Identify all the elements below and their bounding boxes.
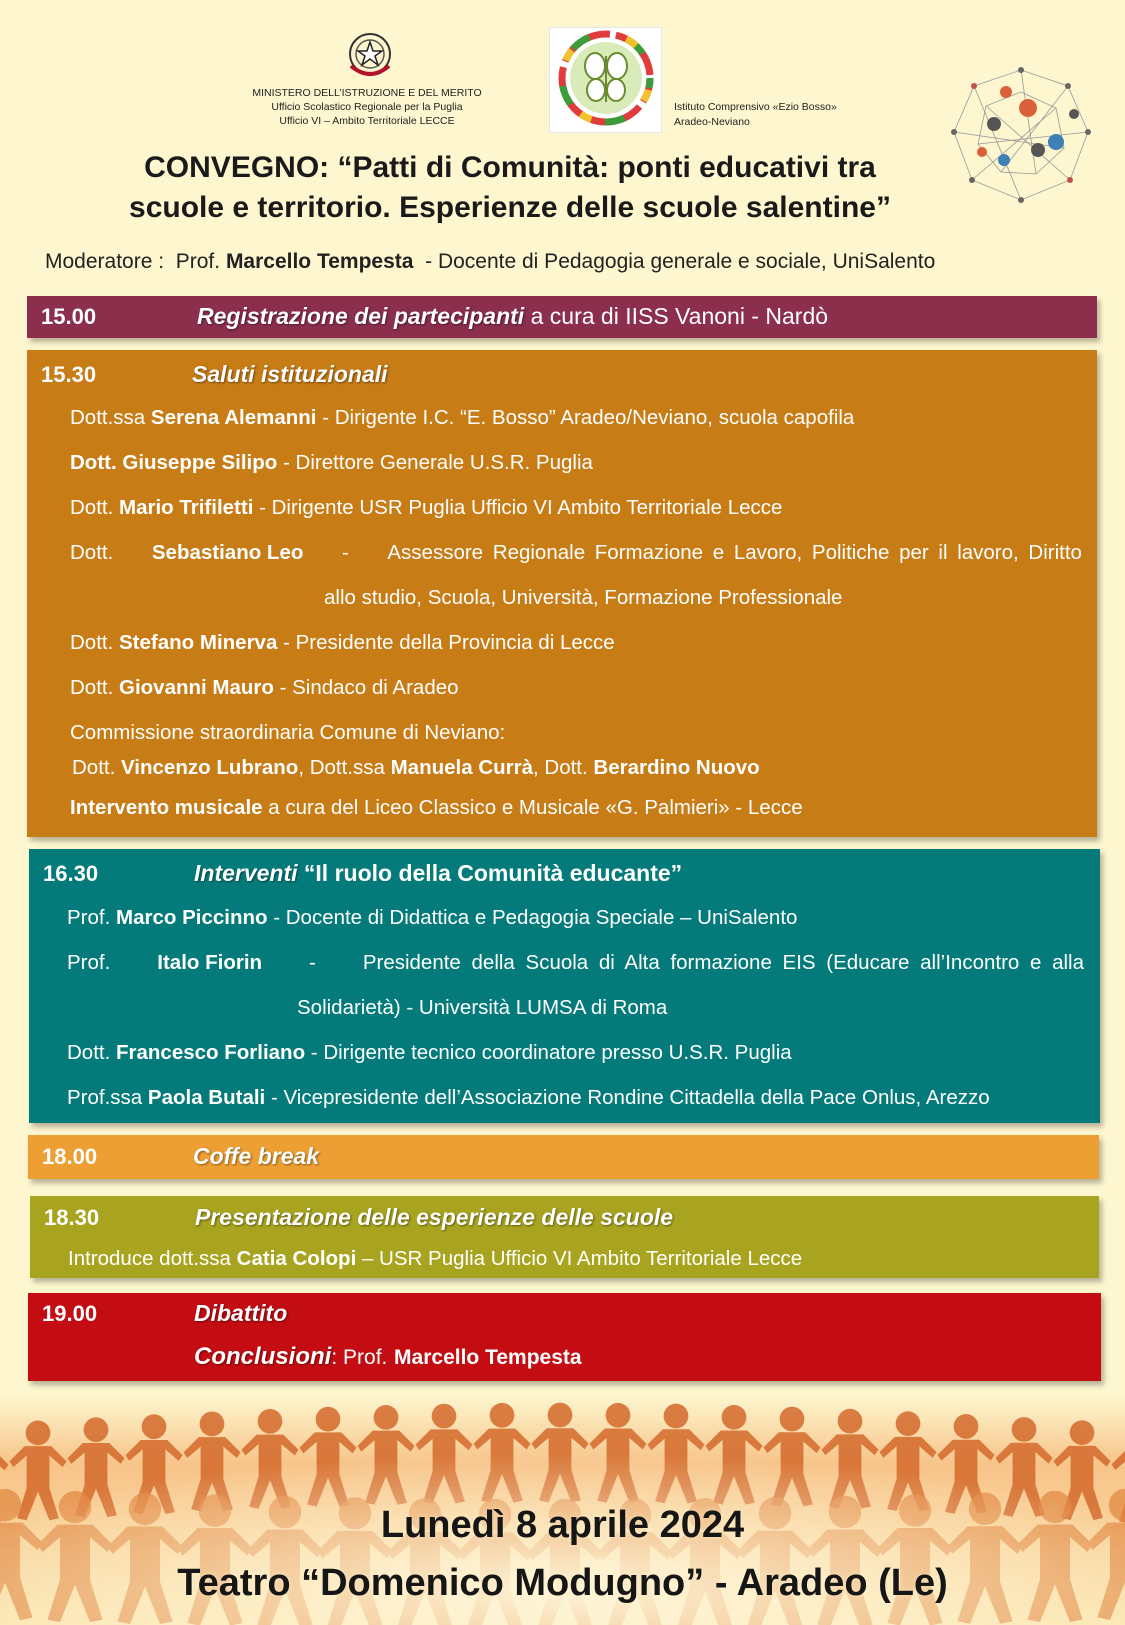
speaker-name: Italo Fiorin <box>157 951 263 974</box>
speaker-name: Vincenzo Lubrano <box>121 756 299 779</box>
speaker-line <box>70 631 615 655</box>
event-venue: Teatro “Domenico Modugno” - Aradeo (Le) <box>177 1562 948 1604</box>
ministry-line: Ufficio Scolastico Regionale per la Puglia <box>271 101 463 113</box>
school-line: Istituto Comprensivo «Ezio Bosso» <box>674 101 837 113</box>
session-heading <box>193 1143 319 1170</box>
speaker-role: - Docente di Didattica e Pedagogia Speciale – UniSalento <box>267 906 798 929</box>
session-title: Coffe break <box>193 1143 320 1169</box>
speaker-title: Prof. <box>67 906 111 929</box>
session-time: 18.00 <box>42 1144 98 1169</box>
session-heading <box>195 1204 673 1231</box>
session-debate <box>28 1293 1101 1381</box>
dash: - <box>309 951 316 974</box>
speaker-line <box>70 676 459 700</box>
speaker-name: Francesco Forliano <box>116 1041 306 1064</box>
title-line: scuole e territorio. Esperienze delle scuole salentine” <box>129 191 891 224</box>
speaker-title: Introduce dott.ssa <box>68 1247 231 1270</box>
speaker-line <box>70 451 593 475</box>
speaker-role: – USR Puglia Ufficio VI Ambito Territoriale Lecce <box>356 1247 803 1270</box>
speaker-line <box>72 756 760 780</box>
italian-republic-emblem-icon <box>343 28 397 82</box>
speaker-line <box>67 1086 990 1110</box>
speaker-role: - Dirigente USR Puglia Ufficio VI Ambito Territoriale Lecce <box>253 496 783 519</box>
speaker-title: , Dott. <box>533 756 588 779</box>
moderator-label: Moderatore : <box>45 250 165 273</box>
conclusions-line <box>194 1343 582 1371</box>
session-title: Registrazione dei partecipanti <box>197 303 525 329</box>
speaker-role: Assessore Regionale Formazione e Lavoro, Politiche per il lavoro, Diritto <box>387 541 1082 564</box>
speaker-role-continued: Solidarietà) - Università LUMSA di Roma <box>297 996 668 1019</box>
speaker-name: Stefano Minerva <box>119 631 278 654</box>
speaker-name: Manuela Currà <box>390 756 534 779</box>
speaker-name: Sebastiano Leo <box>151 541 304 564</box>
speaker-name: Berardino Nuovo <box>593 756 760 779</box>
session-heading <box>192 361 388 388</box>
music-title: Intervento musicale <box>70 796 263 819</box>
conclusions-title: : Prof. <box>331 1346 388 1369</box>
speaker-line <box>68 1247 802 1271</box>
session-talks <box>29 849 1100 1123</box>
speaker-title: Dott. <box>70 676 114 699</box>
session-heading <box>194 860 682 887</box>
speaker-name: Giovanni Mauro <box>119 676 274 699</box>
conclusions-label: Conclusioni <box>194 1343 332 1370</box>
speaker-title: Prof. <box>67 951 111 974</box>
speaker-line <box>67 906 797 930</box>
session-title: Presentazione delle esperienze delle scuole <box>195 1204 674 1230</box>
moderator-name: Marcello Tempesta <box>225 250 414 273</box>
moderator-title: Prof. <box>175 250 221 273</box>
speaker-title: Dott.ssa <box>70 406 146 429</box>
speaker-role: - Vicepresidente dell’Associazione Rondine Cittadella della Pace Onlus, Arezzo <box>265 1086 990 1109</box>
moderator-line <box>45 250 935 274</box>
session-time: 15.30 <box>41 362 97 387</box>
speaker-role: - Presidente della Provincia di Lecce <box>277 631 615 654</box>
speaker-line <box>70 406 854 430</box>
speaker-role: - Direttore Generale U.S.R. Puglia <box>277 451 593 474</box>
speaker-role: Presidente della Scuola di Alta formazione EIS (Educare all’Incontro e alla <box>362 951 1084 974</box>
session-title: Saluti istituzionali <box>192 361 388 387</box>
speaker-line <box>70 541 1082 565</box>
speaker-line <box>67 1041 792 1065</box>
session-heading <box>197 303 828 330</box>
session-time: 19.00 <box>42 1301 98 1326</box>
music-note: a cura del Liceo Classico e Musicale «G. Palmieri» - Lecce <box>262 796 803 819</box>
commission-label: Commissione straordinaria Comune di Neviano: <box>70 721 506 744</box>
session-time: 18.30 <box>44 1205 100 1230</box>
speaker-name: Paola Butali <box>147 1086 266 1109</box>
dash: - <box>341 541 349 564</box>
speaker-line <box>70 496 782 520</box>
session-subtitle: “Il ruolo della Comunità educante” <box>303 860 683 886</box>
speaker-role: - Sindaco di Aradeo <box>273 676 459 699</box>
moderator-role: - Docente di Pedagogia generale e sociale, UniSalento <box>425 250 936 273</box>
speaker-title: Dott. <box>70 496 114 519</box>
speaker-name: Catia Colopi <box>236 1247 357 1270</box>
session-title: Dibattito <box>194 1300 288 1326</box>
ministry-line: Ufficio VI – Ambito Territoriale LECCE <box>279 115 455 127</box>
session-coffee-break <box>28 1135 1099 1179</box>
session-time: 15.00 <box>41 304 97 329</box>
speaker-title: , Dott.ssa <box>298 756 385 779</box>
speaker-role: - Dirigente tecnico coordinatore presso U.S.R. Puglia <box>305 1041 792 1064</box>
session-heading <box>194 1300 287 1327</box>
speaker-name: Marco Piccinno <box>116 906 268 929</box>
event-date: Lunedì 8 aprile 2024 <box>380 1504 745 1546</box>
speaker-role-continued: allo studio, Scuola, Università, Formazione Professionale <box>324 586 843 609</box>
speaker-title: Dott. <box>72 756 116 779</box>
title-line: CONVEGNO: “Patti di Comunità: ponti educativi tra <box>144 151 876 184</box>
conclusions-name: Marcello Tempesta <box>394 1346 582 1369</box>
ministry-header <box>232 86 502 128</box>
speaker-name: Serena Alemanni <box>150 406 317 429</box>
speaker-role: - Dirigente I.C. “E. Bosso” Aradeo/Neviano, scuola capofila <box>316 406 855 429</box>
speaker-name: Mario Trifiletti <box>119 496 254 519</box>
speaker-title: Dott. <box>70 631 114 654</box>
butterfly-logo-icon <box>549 27 662 133</box>
music-line <box>70 796 803 820</box>
speaker-title: Dott. <box>67 1041 111 1064</box>
session-time: 16.30 <box>43 861 99 886</box>
session-registration <box>27 296 1097 338</box>
session-school-experiences <box>30 1196 1099 1278</box>
speaker-title: Dott. <box>70 541 114 564</box>
speaker-title: Prof.ssa <box>67 1086 143 1109</box>
session-title: Interventi <box>194 860 298 886</box>
page-title <box>40 148 980 228</box>
school-name <box>674 100 837 130</box>
session-greetings <box>27 350 1097 837</box>
ministry-line: MINISTERO DELL’ISTRUZIONE E DEL MERITO <box>252 87 482 99</box>
school-line: Aradeo-Neviano <box>674 116 750 128</box>
session-note: a cura di IISS Vanoni - Nardò <box>530 303 829 329</box>
speaker-line <box>67 951 1084 975</box>
speaker-name: Dott. Giuseppe Silipo <box>70 451 278 474</box>
